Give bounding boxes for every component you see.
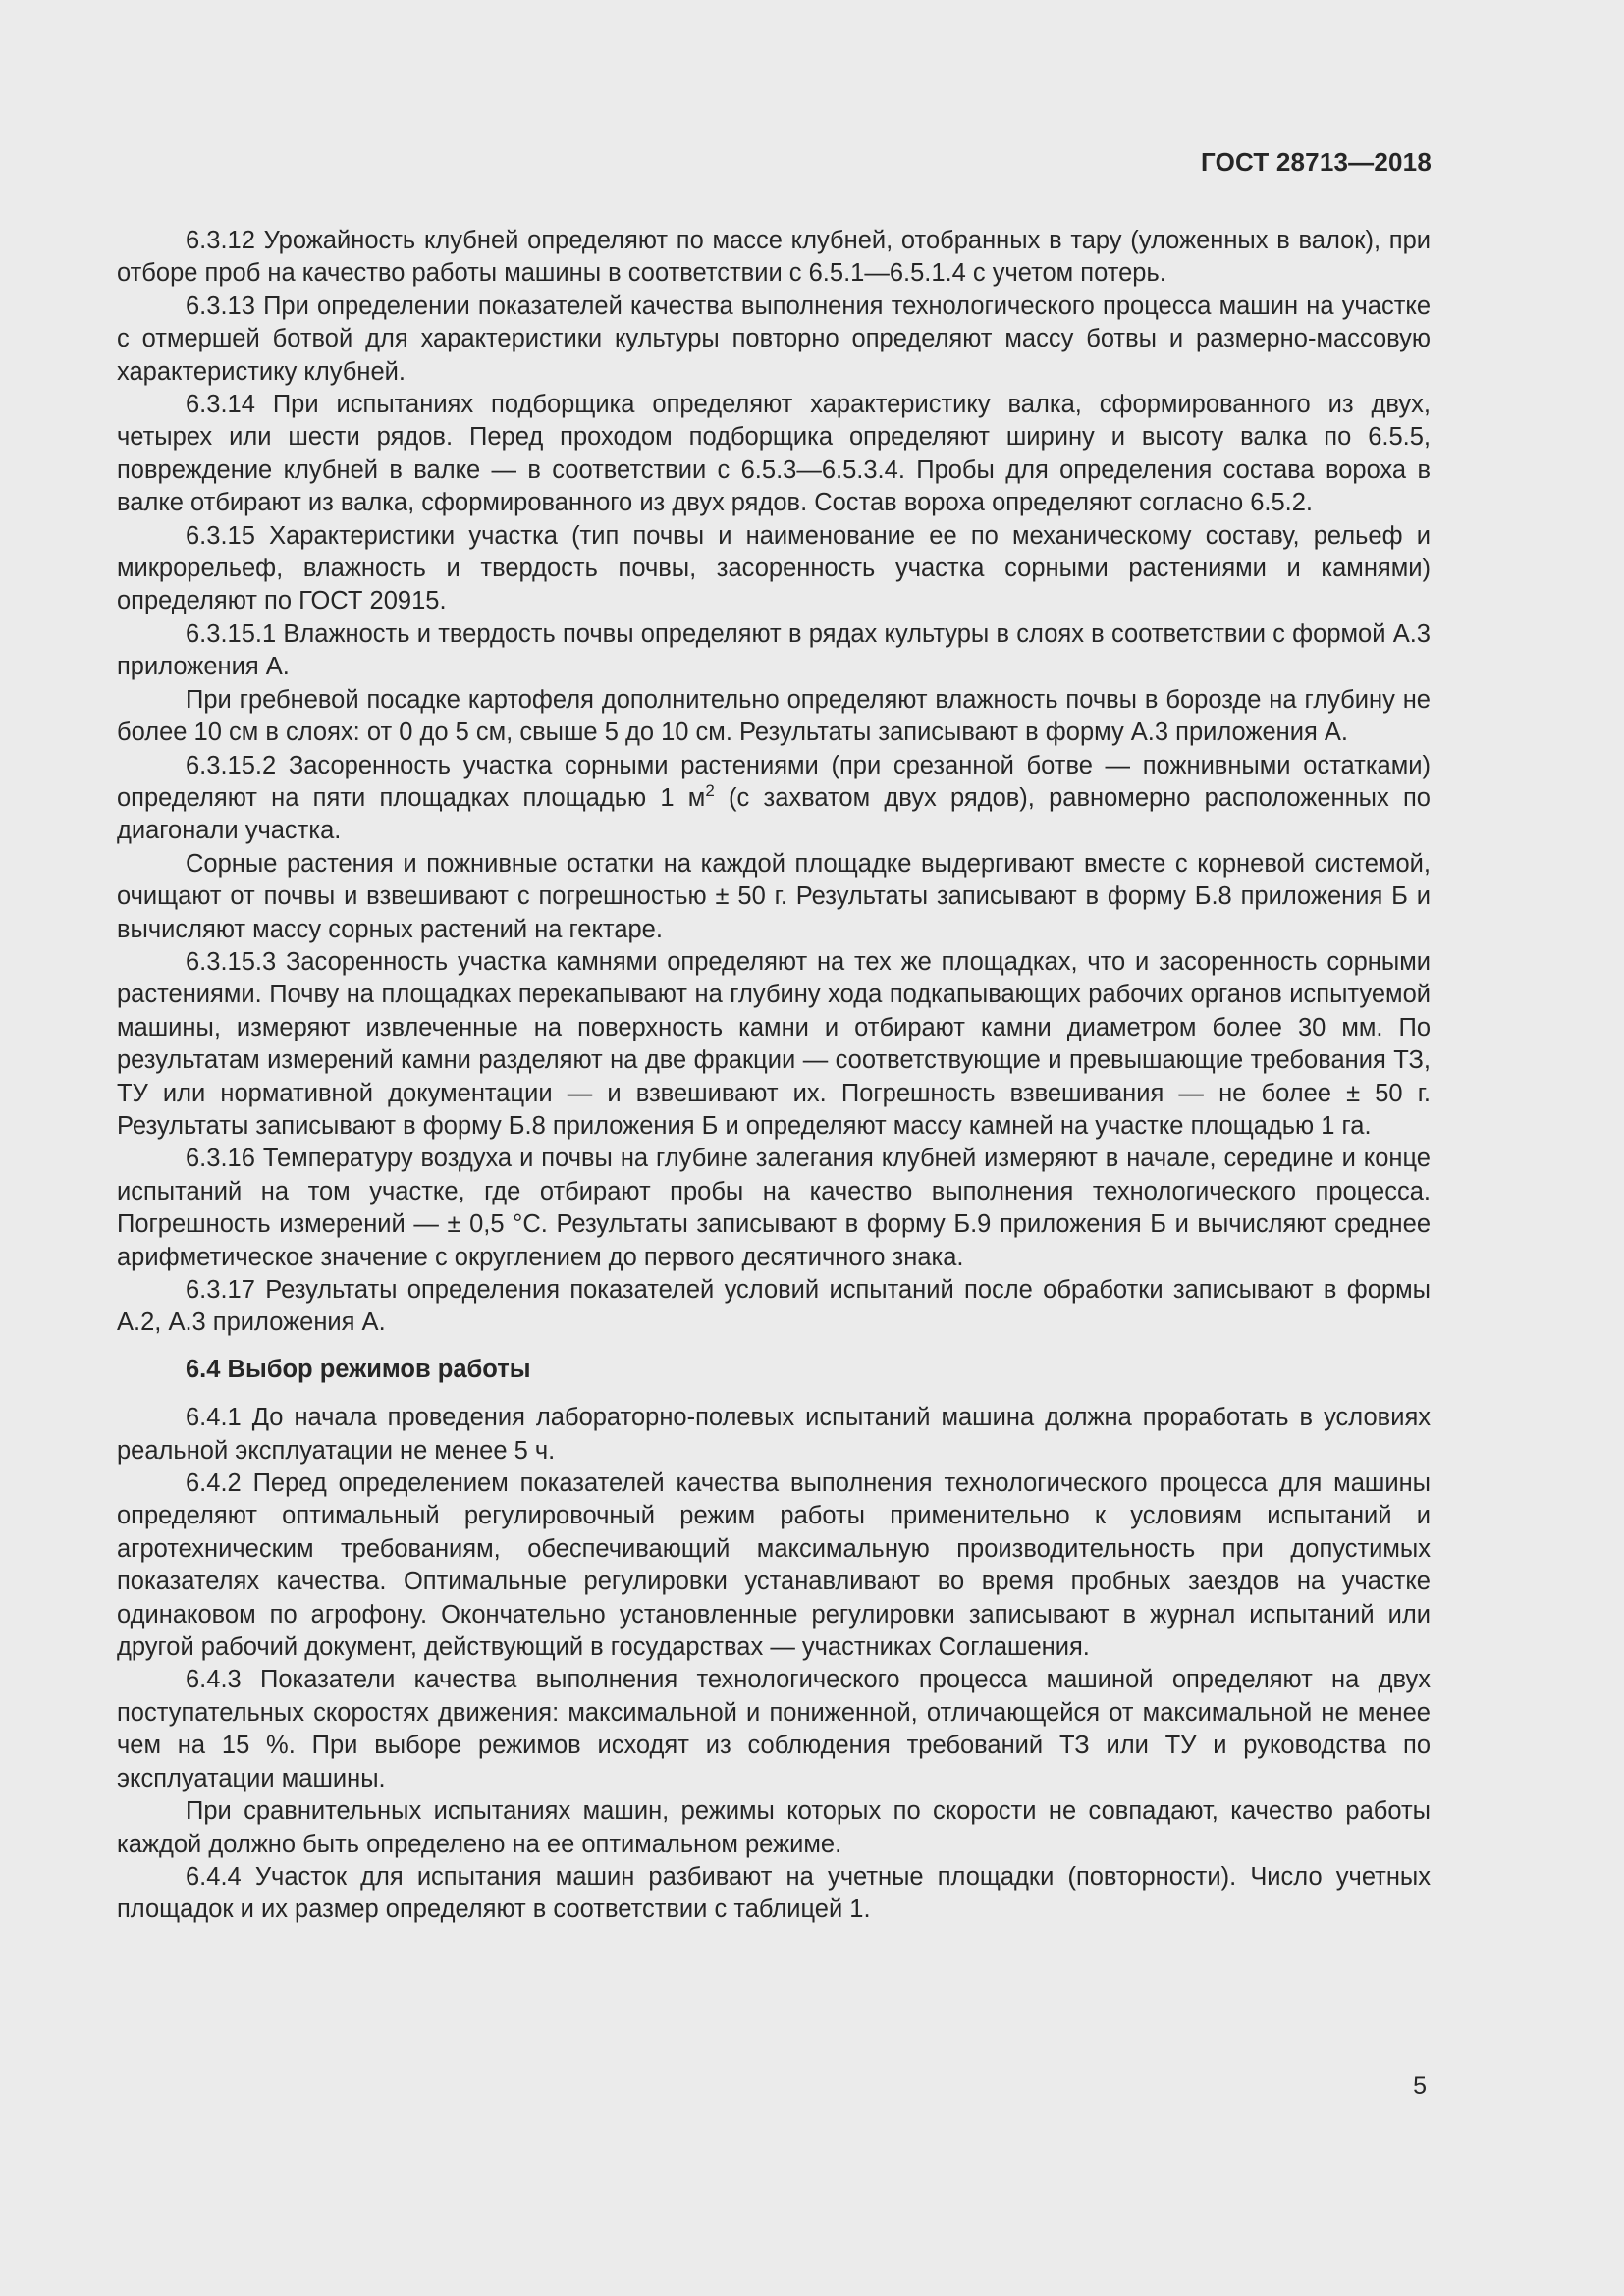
paragraph-ridge-planting: При гребневой посадке картофеля дополнительно определяют влажность почвы в борозде на глубину не более 10 см в слоях: от 0 до 5 см, свыше 5 до 10 см. Результаты записывают в форму А.3 приложения А. [117,685,1431,747]
paragraph-6-3-15-2-text-end: (с захватом двух рядов), равномерно расположенных по диагонали участка. [117,783,1431,845]
paragraph-6-4-4: 6.4.4 Участок для испытания машин разбивают на учетные площадки (повторности). Число учетных площадок и их размер определяют в соответствии с таблицей 1. [117,1862,1431,1924]
paragraph-6-3-17: 6.3.17 Результаты определения показателей условий испытаний после обработки записывают в формы А.2, А.3 приложения А. [117,1276,1431,1337]
paragraph-6-3-16: 6.3.16 Температуру воздуха и почвы на глубине залегания клубней измеряют в начале, середине и конце испытаний на том участке, где отбирают пробы на качество выполнения технологического процесса. Погрешность измерений — ± 0,5 °С. Результаты записывают в форму Б.9 приложения Б и вычисляют среднее арифметическое значение с округлением до первого десятичного знака. [117,1145,1431,1271]
paragraph-6-3-13: 6.3.13 При определении показателей качества выполнения технологического процесса машин на участке с отмершей ботвой для характеристики культуры повторно определяют массу ботвы и размерно-массовую характеристику клубней. [117,292,1431,386]
paragraph-6-3-15-1: 6.3.15.1 Влажность и твердость почвы определяют в рядах культуры в слоях в соответствии с формой А.3 приложения А. [117,619,1431,681]
paragraph-6-4-2: 6.4.2 Перед определением показателей качества выполнения технологического процесса для машины определяют оптимальный регулировочный режим работы применительно к условиям испытаний и агротехническим требованиям, обеспечивающий максимальную производительность при допустимых показателях качества. Оптимальные регулировки устанавливают во время пробных заездов на участке одинаковом по агрофону. Окончательно установленные регулировки записывают в журнал испытаний или другой рабочий документ, действующий в государствах — участниках Соглашения. [117,1469,1431,1662]
page-body [117,225,1431,1927]
paragraph-6-3-15-2 [117,750,1431,848]
square-meter-superscript: 2 [705,780,715,800]
page-number: 5 [1413,2072,1427,2100]
paragraph-6-3-15-3: 6.3.15.3 Засоренность участка камнями определяют на тех же площадках, что и засоренность сорными растениями. Почву на площадках перекапывают на глубину хода подкапывающих рабочих органов испытуемой машины, измеряют извлеченные на поверхность камни и отбирают камни диаметром более 30 мм. По результатам измерений камни разделяют на две фракции — соответствующие и превышающие требования ТЗ, ТУ или нормативной документации — и взвешивают их. Погрешность взвешивания — не более ± 50 г. Результаты записывают в форму Б.8 приложения Б и определяют массу камней на участке площадью 1 га. [117,947,1431,1140]
paragraph-weeds-weighing: Сорные растения и пожнивные остатки на каждой площадке выдергивают вместе с корневой системой, очищают от почвы и взвешивают с погрешностью ± 50 г. Результаты записывают в форму Б.8 приложения Б и вычисляют массу сорных растений на гектаре. [117,849,1431,943]
paragraph-6-4-3: 6.4.3 Показатели качества выполнения технологического процесса машиной определяют на двух поступательных скоростях движения: максимальной и пониженной, отличающейся от максимальной не менее чем на 15 %. При выборе режимов исходят из соблюдения требований ТЗ или ТУ и руководства по эксплуатации машины. [117,1666,1431,1792]
paragraph-6-3-15: 6.3.15 Характеристики участка (тип почвы и наименование ее по механическому составу, рельеф и микрорельеф, влажность и твердость почвы, засоренность участка сорными растениями и камнями) определяют по ГОСТ 20915. [117,521,1431,615]
paragraph-6-3-14: 6.3.14 При испытаниях подборщика определяют характеристику валка, сформированного из двух, четырех или шести рядов. Перед проходом подборщика определяют ширину и высоту валка по 6.5.5, повреждение клубней в валке — в соответствии с 6.5.3—6.5.3.4. Пробы для определения состава вороха в валке отбирают из валка, сформированного из двух рядов. Состав вороха определяют согласно 6.5.2. [117,391,1431,517]
paragraph-6-4-1: 6.4.1 До начала проведения лабораторно-полевых испытаний машина должна проработать в условиях реальной эксплуатации не менее 5 ч. [117,1404,1431,1465]
document-code: ГОСТ 28713—2018 [1201,147,1432,177]
paragraph-6-3-12: 6.3.12 Урожайность клубней определяют по массе клубней, отобранных в тару (уложенных в валок), при отборе проб на качество работы машины в соответствии с 6.5.1—6.5.1.4 с учетом потерь. [117,227,1431,288]
paragraph-comparative-tests: При сравнительных испытаниях машин, режимы которых по скорости не совпадают, качество работы каждой должно быть определено на ее оптимальном режиме. [117,1797,1431,1858]
section-heading-6-4: 6.4 Выбор режимов работы [186,1355,531,1383]
paragraph-6-3-15-2-text-start: 6.3.15.2 Засоренность участка сорными растениями (при срезанной ботве — пожнивными остатками) определяют на пяти площадках площадью 1 м [117,751,1431,812]
